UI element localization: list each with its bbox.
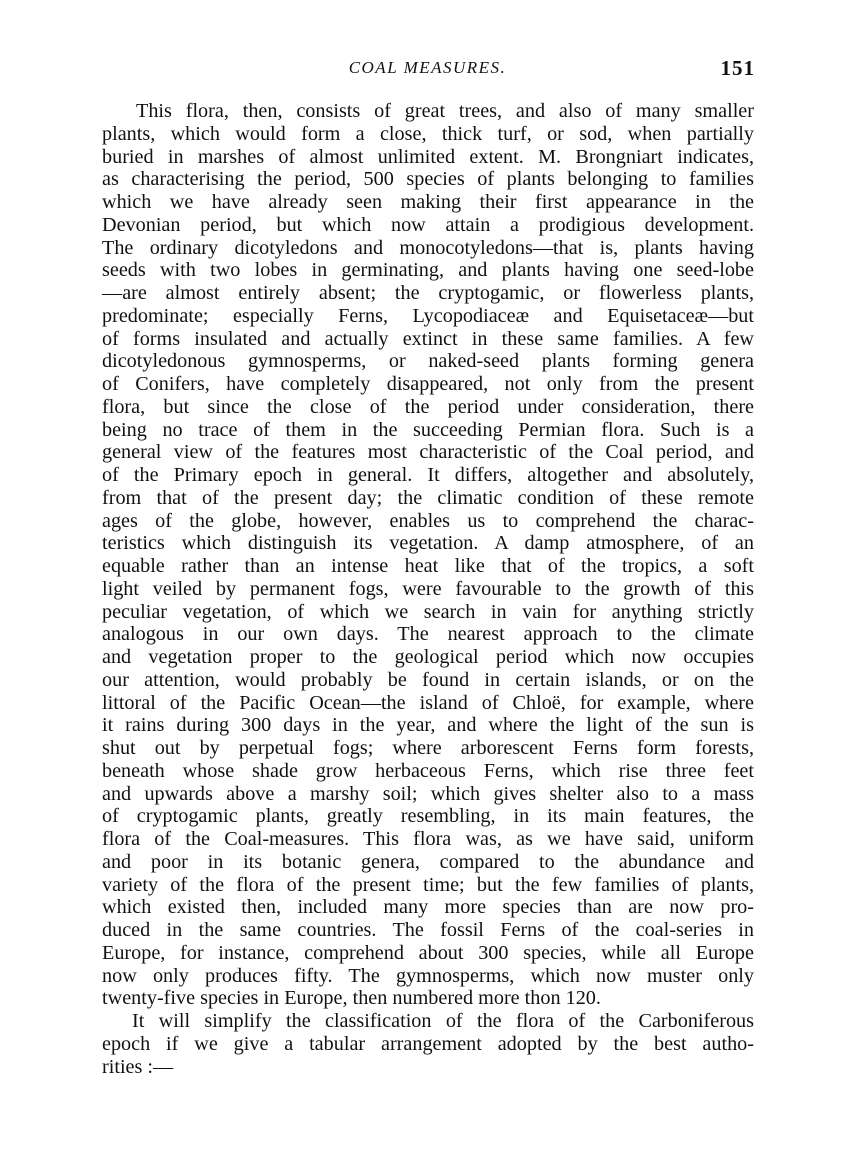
text-line: and vegetation proper to the geological period which now occupies (102, 646, 754, 668)
text-line: light veiled by permanent fogs, were favourable to the growth of this (102, 577, 754, 600)
text-line: it rains during 300 days in the year, and where the light of the sun is (102, 714, 754, 737)
text-line: This flora, then, consists of great trees, and also of many smaller (136, 100, 754, 122)
text-line: flora of the Coal-measures. This flora was, as we have said, uniform (102, 828, 754, 850)
text-line: of the Primary epoch in general. It differs, altogether and absolutely, (102, 464, 754, 486)
text-line: twenty-five species in Europe, then numbered more thon 120. (102, 987, 601, 1010)
text-line: rities :— (102, 1055, 174, 1078)
text-line: It will simplify the classification of the flora of the Carboniferous (132, 1010, 754, 1032)
text-line: from that of the present day; the climatic condition of these remote (102, 486, 754, 509)
text-line: analogous in our own days. The nearest approach to the climate (102, 623, 754, 646)
paragraph (102, 1010, 754, 1078)
text-line: which existed then, included many more species than are now pro- (102, 896, 754, 919)
text-line: as characterising the period, 500 species of plants belonging to families (102, 168, 754, 191)
text-line: being no trace of them in the succeeding Permian flora. Such is a (102, 418, 754, 441)
paragraph (102, 100, 754, 1010)
text-line: littoral of the Pacific Ocean—the island of Chloë, for example, where (102, 691, 754, 714)
text-line: duced in the same countries. The fossil Ferns of the coal-series in (102, 919, 754, 941)
page-number: 151 (720, 56, 755, 80)
text-line: predominate; especially Ferns, Lycopodiaceæ and Equisetaceæ—but (102, 304, 754, 327)
text-line: buried in marshes of almost unlimited extent. M. Brongniart indicates, (102, 145, 754, 168)
running-head: COAL MEASURES. (348, 58, 507, 77)
text-line: plants, which would form a close, thick turf, or sod, when partially (102, 122, 754, 145)
text-line: Devonian period, but which now attain a prodigious development. (102, 213, 754, 236)
text-line: Europe, for instance, comprehend about 300 species, while all Europe (102, 941, 754, 964)
page-header (100, 58, 755, 88)
text-line: and upwards above a marshy soil; which gives shelter also to a mass (102, 782, 754, 805)
text-line: variety of the flora of the present time; but the few families of plants, (102, 873, 754, 896)
text-line: The ordinary dicotyledons and monocotyledons—that is, plants having (102, 236, 754, 259)
text-line: beneath whose shade grow herbaceous Ferns, which rise three feet (102, 759, 754, 782)
text-line: teristics which distinguish its vegetation. A damp atmosphere, of an (102, 532, 754, 555)
text-line: general view of the features most characteristic of the Coal period, and (102, 441, 754, 464)
text-line: seeds with two lobes in germinating, and plants having one seed-lobe (102, 259, 754, 282)
text-line: shut out by perpetual fogs; where arborescent Ferns form forests, (102, 737, 754, 759)
text-line: ages of the globe, however, enables us to comprehend the charac- (102, 509, 754, 532)
text-line: of cryptogamic plants, greatly resembling, in its main features, the (102, 805, 754, 828)
text-line: which we have already seen making their first appearance in the (102, 191, 754, 213)
text-line: peculiar vegetation, of which we search in vain for anything strictly (102, 600, 754, 623)
text-line: equable rather than an intense heat like that of the tropics, a soft (102, 555, 754, 577)
text-line: dicotyledonous gymnosperms, or naked-seed plants forming genera (102, 350, 754, 373)
text-line: flora, but since the close of the period under consideration, there (102, 395, 754, 418)
body-text (102, 100, 754, 1078)
text-line: of Conifers, have completely disappeared, not only from the present (102, 373, 754, 395)
text-line: our attention, would probably be found in certain islands, or on the (102, 668, 754, 691)
text-line: of forms insulated and actually extinct in these same families. A few (102, 327, 754, 350)
text-line: —are almost entirely absent; the cryptogamic, or flowerless plants, (102, 282, 754, 304)
text-line: now only produces fifty. The gymnosperms, which now muster only (102, 964, 754, 987)
text-line: and poor in its botanic genera, compared to the abundance and (102, 850, 754, 873)
text-line: epoch if we give a tabular arrangement adopted by the best autho- (102, 1032, 754, 1055)
